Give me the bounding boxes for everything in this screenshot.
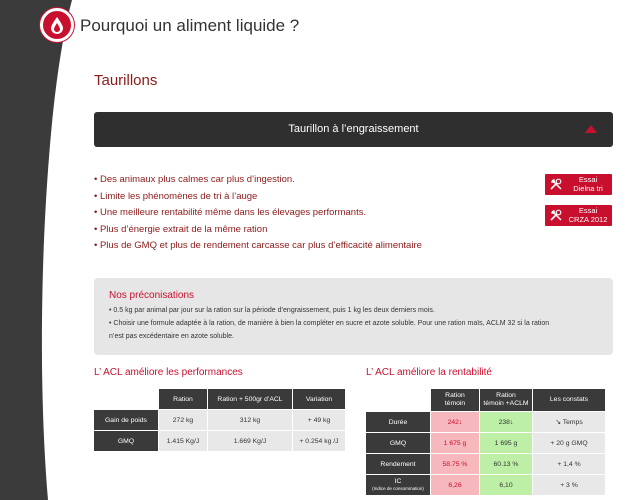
table-cell: 1 675 g <box>431 433 479 453</box>
table-corner <box>94 389 158 409</box>
cell-value: 238 <box>498 418 510 426</box>
performance-table <box>93 388 346 452</box>
table-corner <box>366 389 430 411</box>
recommendation-line: • 0.5 kg par animal par jour sur la ration sur la période d’engraissement, puis 1 kg les deux derniers mois. <box>109 307 435 314</box>
trial-label-line2: Dielna tri <box>573 183 603 193</box>
row-label: GMQ <box>366 433 430 453</box>
header-line: Ration <box>445 392 465 399</box>
row-label: Durée <box>366 412 430 432</box>
table-cell: 58.75 % <box>431 454 479 474</box>
table-row <box>366 412 605 432</box>
row-label-main: IC <box>394 478 402 485</box>
recommendations-panel <box>94 278 613 355</box>
recommendation-line: • Choisir une formule adaptée à la ration, de manière à bien la compléter en sucre et azote soluble. Pour une ration maïs, ACLM 32 si la ration <box>109 320 550 327</box>
profitability-table <box>365 388 606 496</box>
arrow-down-icon: ↓ <box>458 418 463 426</box>
table-cell: 6,26 <box>431 475 479 495</box>
table-cell <box>480 412 532 432</box>
table-cell: 1.669 Kg/J <box>208 431 292 451</box>
cell-value: Temps <box>562 419 583 426</box>
logo[interactable] <box>40 8 74 42</box>
accordion-label: Taurillon à l’engraissement <box>288 123 419 135</box>
table-cell: + 3 % <box>533 475 605 495</box>
table-row <box>366 454 605 474</box>
table-cell <box>431 412 479 432</box>
column-header <box>480 389 532 411</box>
column-header: Variation <box>293 389 345 409</box>
drop-icon <box>51 17 63 34</box>
trial-label-line1: Essai <box>578 206 598 215</box>
table-cell: + 1,4 % <box>533 454 605 474</box>
column-header: Les constats <box>533 389 605 411</box>
table-header-row <box>366 389 605 411</box>
tools-icon <box>550 178 562 190</box>
column-header: Ration <box>159 389 207 409</box>
section-title: Taurillons <box>94 72 158 89</box>
page-title: Pourquoi un aliment liquide ? <box>80 16 300 35</box>
table-cell: 1 695 g <box>480 433 532 453</box>
cell-value: 242 <box>447 418 459 426</box>
row-label: GMQ <box>94 431 158 451</box>
trial-dielna-button[interactable] <box>545 174 612 195</box>
table-header-row <box>94 389 345 409</box>
trial-label-line2: CRZA 2012 <box>568 214 608 224</box>
table-cell <box>533 412 605 432</box>
list-item: • Plus de GMQ et plus de rendement carcasse car plus d’efficacité alimentaire <box>94 238 422 255</box>
table-row <box>366 475 605 495</box>
caret-up-icon[interactable] <box>585 125 597 133</box>
row-label <box>366 475 430 495</box>
recommendation-line: n’est pas excédentaire en azote soluble. <box>109 333 234 340</box>
header-line: témoin +ACLM <box>483 400 529 407</box>
table-row <box>94 431 345 451</box>
header-line: Ration <box>496 392 516 399</box>
list-item: • Des animaux plus calmes car plus d’ingestion. <box>94 172 422 189</box>
table-cell: + 20 g GMQ <box>533 433 605 453</box>
arrow-down-icon: ↓ <box>509 418 514 426</box>
trial-crza-button[interactable] <box>545 205 612 226</box>
trend-icon: ↘ <box>555 419 561 426</box>
table-cell: 1.415 Kg/J <box>159 431 207 451</box>
row-label: Rendement <box>366 454 430 474</box>
page-header <box>0 0 640 50</box>
table-cell: 272 kg <box>159 410 207 430</box>
table-cell: 60.13 % <box>480 454 532 474</box>
table-cell: 312 kg <box>208 410 292 430</box>
table-cell: 6,10 <box>480 475 532 495</box>
recommendations-title: Nos préconisations <box>109 290 195 301</box>
tools-icon <box>550 209 562 221</box>
list-item: • Limite les phénomènes de tri à l’auge <box>94 189 422 206</box>
accordion-header[interactable] <box>94 112 613 147</box>
table-cell: + 0.254 kg /J <box>293 431 345 451</box>
table-row <box>366 433 605 453</box>
benefits-list <box>94 172 422 255</box>
column-header: Ration + 500gr d’ACL <box>208 389 292 409</box>
trial-label-line1: Essai <box>578 175 598 184</box>
table-row <box>94 410 345 430</box>
row-label-note: (Indice de consommation) <box>372 486 424 491</box>
column-header <box>431 389 479 411</box>
table-cell: + 49 kg <box>293 410 345 430</box>
row-label: Gain de poids <box>94 410 158 430</box>
header-line: témoin <box>444 400 466 407</box>
performance-title: L’ ACL améliore les performances <box>94 367 243 378</box>
profitability-title: L’ ACL améliore la rentabilité <box>366 367 492 378</box>
list-item: • Une meilleure rentabilité même dans les élevages performants. <box>94 205 422 222</box>
list-item: • Plus d’énergie extrait de la même ration <box>94 222 422 239</box>
